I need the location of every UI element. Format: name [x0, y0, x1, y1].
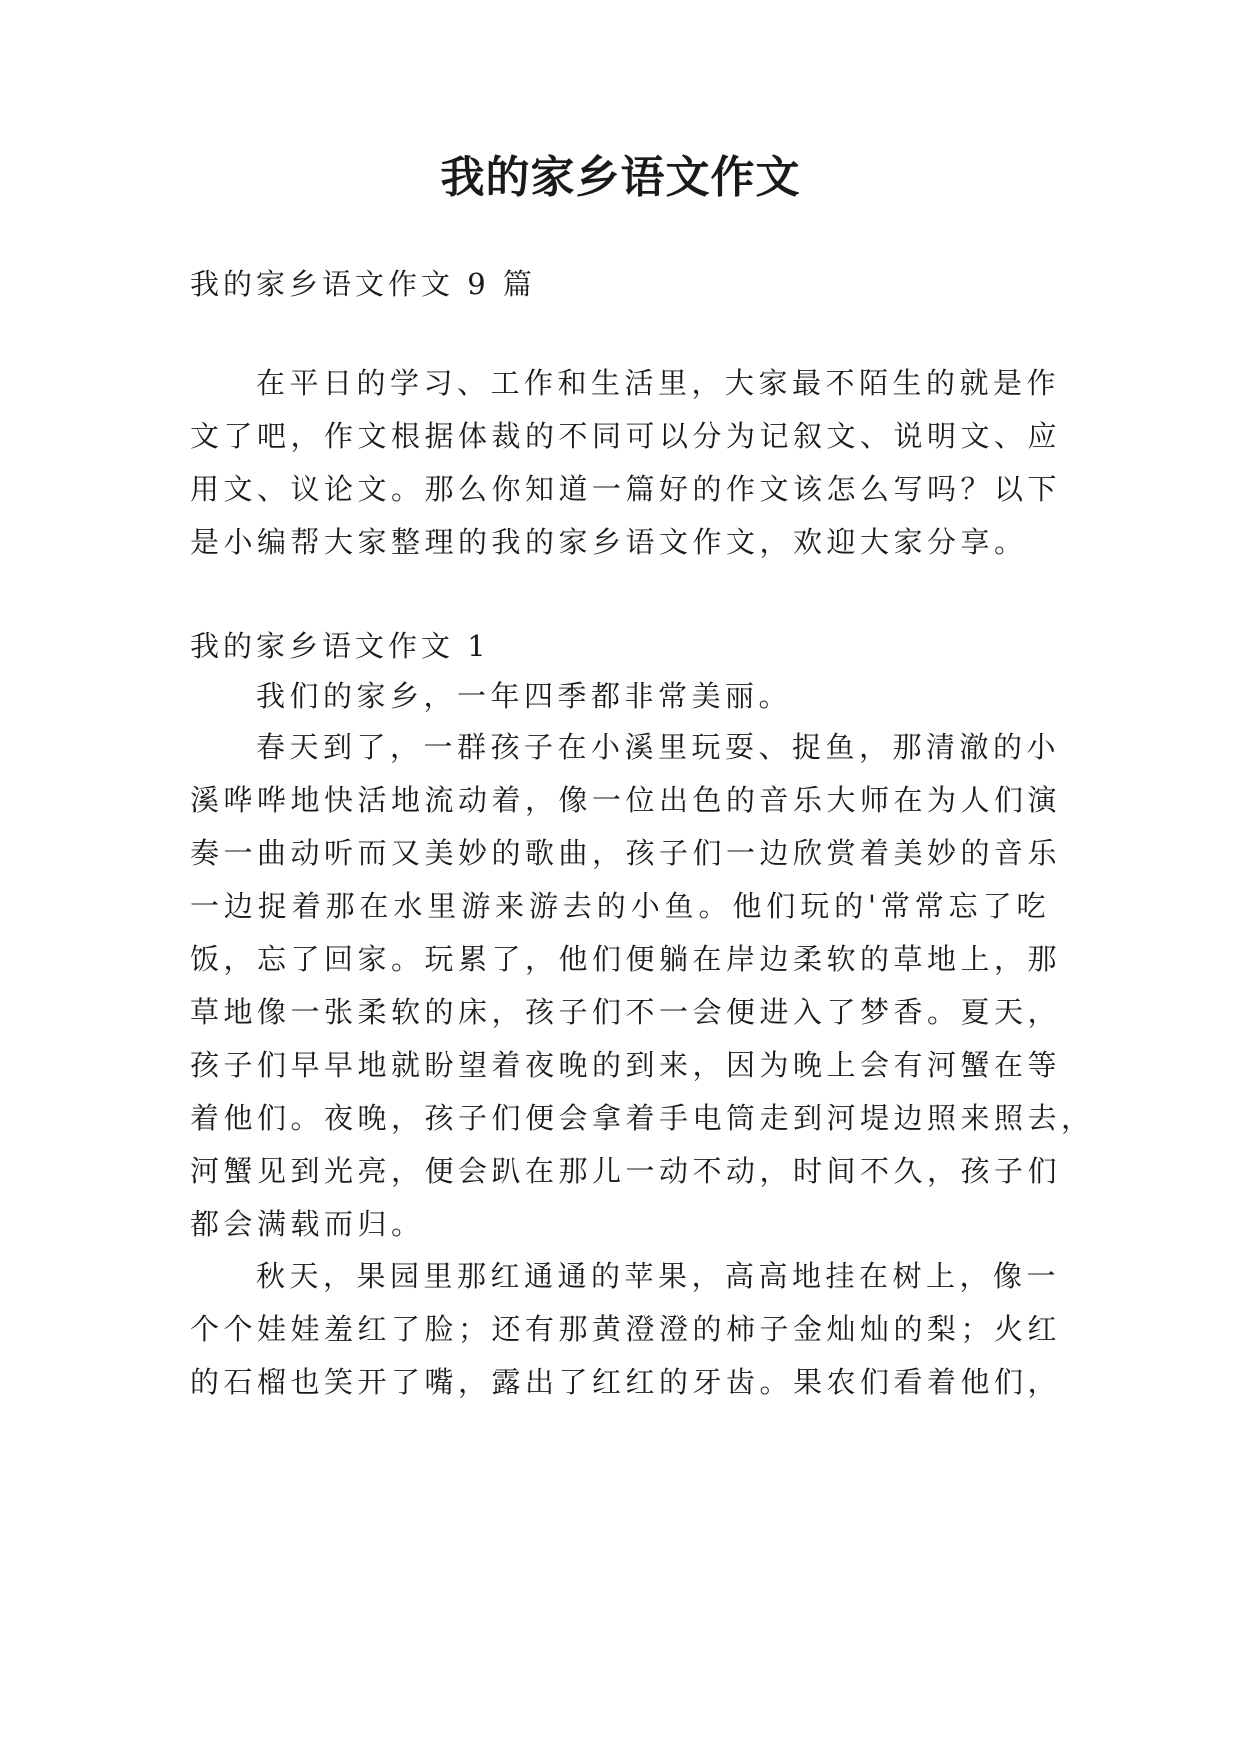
document-title: 我的家乡语文作文	[440, 152, 801, 203]
paragraph-line: 奏一曲动听而又美妙的歌曲，孩子们一边欣赏着美妙的音乐	[190, 836, 1062, 870]
paragraph-line: 的石榴也笑开了嘴，露出了红红的牙齿。果农们看着他们，	[190, 1365, 1062, 1399]
essay-1-paragraph-1: 我们的家乡，一年四季都非常美丽。	[256, 679, 793, 713]
paragraph-line: 溪哗哗地快活地流动着，像一位出色的音乐大师在为人们演	[190, 783, 1062, 817]
paragraph-line: 秋天，果园里那红通通的苹果，高高地挂在树上，像一	[256, 1259, 1061, 1293]
document-subtitle: 我的家乡语文作文 9 篇	[190, 267, 536, 301]
paragraph-line: 孩子们早早地就盼望着夜晚的到来，因为晚上会有河蟹在等	[190, 1048, 1062, 1082]
paragraph-line: 都会满载而归。	[190, 1207, 425, 1241]
intro-line: 是小编帮大家整理的我的家乡语文作文，欢迎大家分享。	[190, 525, 1028, 559]
paragraph-line: 着他们。夜晚，孩子们便会拿着手电筒走到河堤边照来照去，	[190, 1101, 1095, 1135]
essay-1-heading: 我的家乡语文作文 1	[190, 629, 490, 663]
intro-line: 在平日的学习、工作和生活里，大家最不陌生的就是作	[256, 366, 1061, 400]
paragraph-line: 饭，忘了回家。玩累了，他们便躺在岸边柔软的草地上，那	[190, 942, 1062, 976]
paragraph-line: 个个娃娃羞红了脸；还有那黄澄澄的柿子金灿灿的梨；火红	[190, 1312, 1062, 1346]
paragraph-line: 春天到了，一群孩子在小溪里玩耍、捉鱼，那清澈的小	[256, 730, 1061, 764]
intro-line: 文了吧，作文根据体裁的不同可以分为记叙文、说明文、应	[190, 419, 1062, 453]
intro-line: 用文、议论文。那么你知道一篇好的作文该怎么写吗？以下	[190, 472, 1062, 506]
paragraph-line: 草地像一张柔软的床，孩子们不一会便进入了梦香。夏天，	[190, 995, 1062, 1029]
paragraph-line: 一边捉着那在水里游来游去的小鱼。他们玩的'常常忘了吃	[190, 889, 1050, 923]
paragraph-line: 河蟹见到光亮，便会趴在那儿一动不动，时间不久，孩子们	[190, 1154, 1062, 1188]
